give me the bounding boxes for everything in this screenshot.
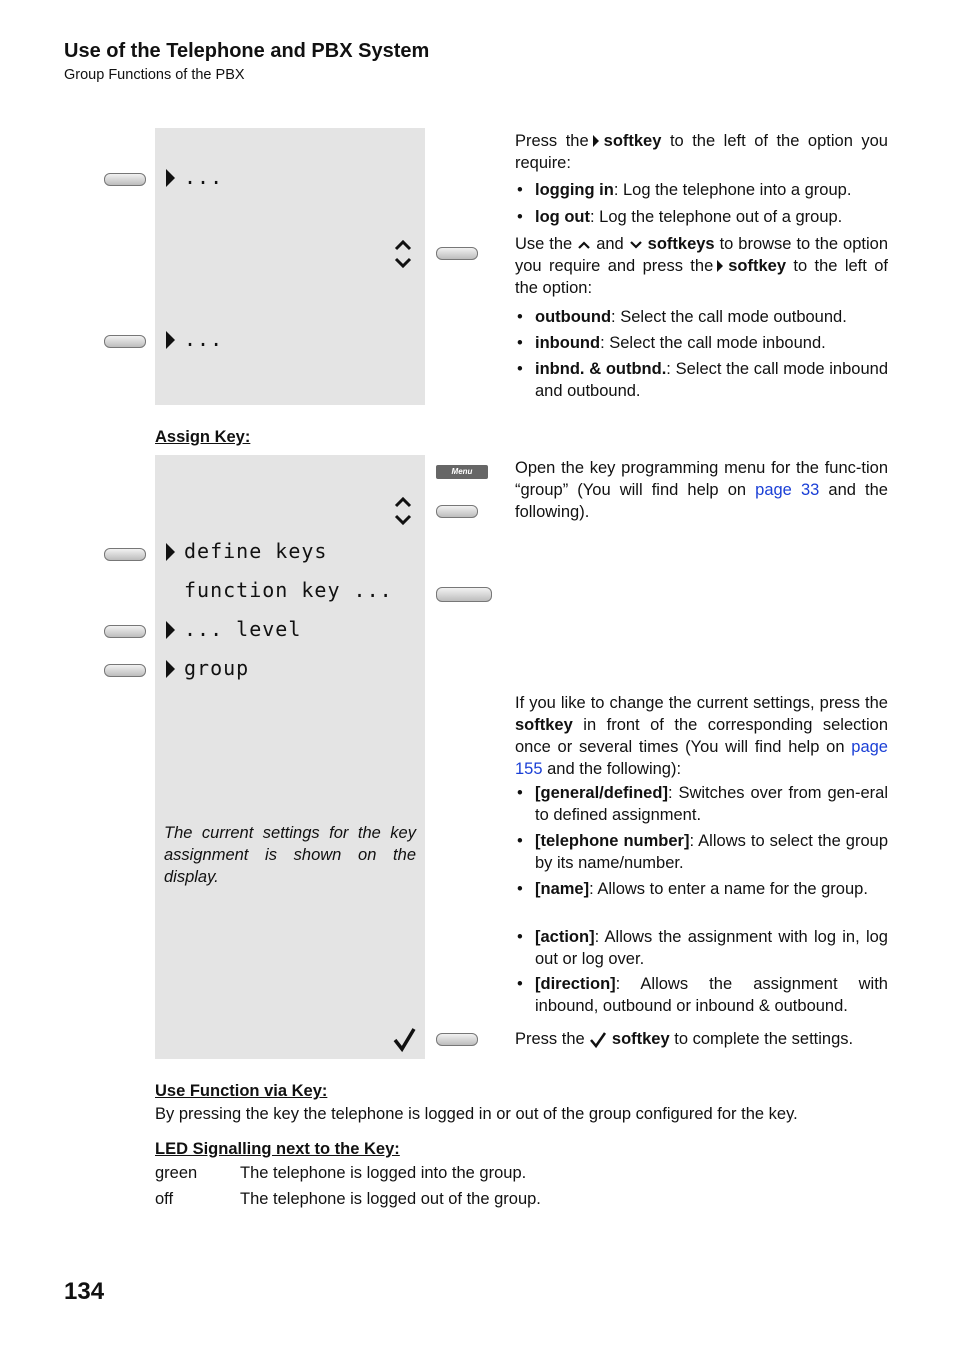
softkey-scroll-2[interactable] [436, 505, 478, 518]
arrow-right-icon [166, 169, 175, 187]
arrow-right-icon [166, 621, 175, 639]
page-title: Use of the Telephone and PBX System [64, 40, 430, 62]
chevron-down-icon [629, 239, 643, 251]
instruction-browse: Use the and softkeys to browse to the option you require and press the softkey to the left of the option: [515, 235, 889, 297]
lcd-group: group [184, 656, 250, 680]
list-item: • [direction]: Allows the assignment with inbound, outbound or inbound & outbound. [515, 973, 888, 1017]
page-link[interactable]: page 155 [515, 738, 888, 778]
up-down-arrows-icon [394, 494, 414, 528]
list-item: • inbound: Select the call mode inbound. [515, 332, 888, 354]
instruction-complete: Press the softkey to complete the settings. [515, 1030, 854, 1048]
softkey-scroll-1[interactable] [436, 247, 478, 260]
instruction-change-settings: If you like to change the current settings, press the softkey in front of the corresponding selection once or several times (You will find help on page 155 and the following): [515, 694, 888, 778]
softkey-confirm[interactable] [436, 1033, 478, 1046]
menu-key[interactable]: Menu [436, 465, 488, 479]
softkey-group[interactable] [104, 664, 146, 677]
section-heading-use-function: Use Function via Key: [155, 1082, 328, 1100]
led-description: The telephone is logged into the group. [240, 1164, 527, 1182]
list-item: • [name]: Allows to enter a name for the group. [515, 878, 888, 900]
softkey-define-keys[interactable] [104, 548, 146, 561]
softkey-level[interactable] [104, 625, 146, 638]
page-number: 134 [64, 1278, 105, 1305]
instruction-press-softkey: Press the softkey to the left of the option you require: [515, 132, 888, 172]
lcd-function-key: function key ... [184, 578, 393, 602]
display-note: The current settings for the key assignment is shown on the display. [164, 824, 416, 886]
led-state: off [155, 1190, 174, 1208]
softkey-left-1[interactable] [104, 173, 146, 186]
list-item: • [action]: Allows the assignment with log in, log out or log over. [515, 926, 888, 970]
section-heading-assign-key: Assign Key: [155, 428, 251, 446]
arrow-right-icon [166, 331, 175, 349]
list-item: • logging in: Log the telephone into a group. [515, 179, 888, 201]
lcd-option-1: ... [184, 165, 224, 189]
arrow-right-icon [717, 260, 723, 272]
list-item: • outbound: Select the call mode outbound. [515, 306, 888, 328]
arrow-right-icon [166, 660, 175, 678]
chevron-up-icon [577, 239, 591, 251]
list-item: • log out: Log the telephone out of a group. [515, 206, 888, 228]
softkey-left-2[interactable] [104, 335, 146, 348]
led-description: The telephone is logged out of the group. [240, 1190, 541, 1208]
up-down-arrows-icon [394, 237, 414, 271]
lcd-option-2: ... [184, 327, 224, 351]
page-subtitle: Group Functions of the PBX [64, 67, 245, 83]
list-item: • inbnd. & outbnd.: Select the call mode inbound and outbound. [515, 358, 888, 402]
arrow-right-icon [593, 135, 599, 147]
checkmark-icon [589, 1031, 607, 1049]
page-link[interactable]: page 33 [755, 481, 820, 499]
use-function-text: By pressing the key the telephone is logged in or out of the group configured for the key. [155, 1105, 798, 1123]
list-item: • [general/defined]: Switches over from gen-eral to defined assignment. [515, 782, 888, 826]
list-item: • [telephone number]: Allows to select the group by its name/number. [515, 830, 888, 874]
lcd-level: ... level [184, 617, 302, 641]
instruction-open-menu: Open the key programming menu for the func-tion “group” (You will find help on page 33 and the following). [515, 459, 888, 521]
function-key[interactable] [436, 587, 492, 602]
section-heading-led: LED Signalling next to the Key: [155, 1140, 400, 1158]
checkmark-icon [393, 1027, 417, 1053]
led-state: green [155, 1164, 198, 1182]
arrow-right-icon [166, 543, 175, 561]
lcd-define-keys: define keys [184, 539, 328, 563]
